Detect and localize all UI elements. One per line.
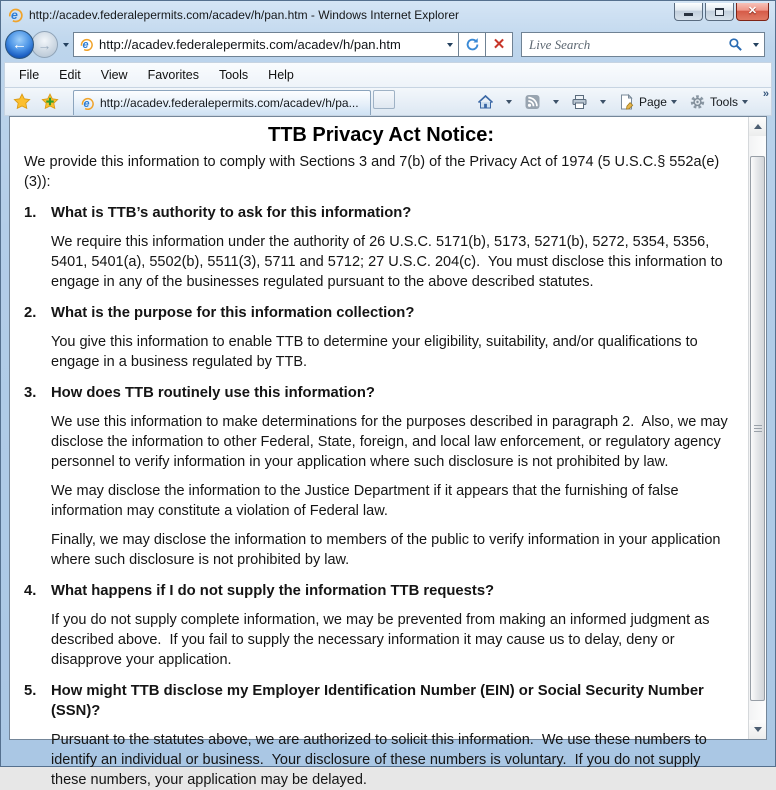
back-button[interactable] (5, 30, 34, 59)
page-title: TTB Privacy Act Notice: (268, 124, 494, 146)
tab-command-bar (4, 87, 772, 116)
feeds-button[interactable] (519, 91, 546, 113)
section-heading-text: What is TTB’s authority to ask for this information? (51, 205, 412, 221)
chevron-down-icon (553, 100, 559, 104)
address-bar[interactable] (73, 32, 459, 57)
chevron-down-icon (447, 43, 453, 47)
ie-logo-icon (7, 7, 24, 23)
scrollbar-grip (754, 431, 762, 432)
new-tab-button[interactable] (373, 90, 395, 109)
section-paragraph: We may disclose the information to the Justice Department if it appears that the furnishing of false information may constitute a violation of Federal law. (51, 483, 683, 519)
search-box[interactable] (521, 32, 765, 57)
section-heading-text: How does TTB routinely use this information? (51, 385, 375, 401)
printer-icon (571, 94, 588, 110)
section-heading (24, 581, 738, 601)
intro-paragraph: We provide this information to comply with Sections 3 and 7(b) of the Privacy Act of 1974 (5 U.S.C.§ 552a(e) (3)): (24, 154, 724, 190)
menu-bar (4, 62, 772, 87)
tab-current-page[interactable] (73, 90, 371, 115)
menu-help[interactable]: Help (268, 68, 294, 82)
scroll-down-button[interactable] (749, 720, 766, 739)
scroll-up-button[interactable] (749, 117, 766, 136)
menu-tools[interactable]: Tools (218, 68, 249, 82)
print-button[interactable] (566, 91, 593, 113)
section-paragraph: Pursuant to the statutes above, we are authorized to solicit this information. We use these numbers to identify an individual or business. Your disclosure of these numbers is voluntary. If you do not supply these numbers, your application may be delayed. (51, 732, 711, 788)
section-heading (24, 203, 738, 223)
toolbar-overflow-chevron[interactable]: » (762, 88, 769, 100)
forward-button[interactable] (31, 31, 58, 58)
refresh-icon (465, 37, 480, 52)
address-input[interactable] (99, 37, 441, 52)
section-heading (24, 383, 738, 403)
browser-viewport (9, 116, 767, 788)
section-paragraph: Finally, we may disclose the information to members of the public to verify information in your application where such disclosure is not prohibited by law. (51, 532, 725, 568)
refresh-button[interactable] (459, 32, 486, 57)
minimize-icon (684, 13, 693, 16)
page-content (10, 117, 748, 788)
section-heading-text: How might TTB disclose my Employer Identification Number (EIN) or Social Security Number (SSN)? (51, 683, 704, 719)
chevron-down-icon (671, 100, 677, 104)
maximize-icon (715, 8, 724, 16)
print-dropdown[interactable] (595, 97, 611, 107)
page-favicon (79, 37, 94, 52)
menu-file[interactable]: File (19, 68, 40, 82)
tools-menu-button[interactable] (684, 91, 753, 113)
arrow-up-icon (754, 124, 762, 129)
section-paragraph: If you do not supply complete information, we may be prevented from making an informed judgment as described above. If you fail to supply the necessary information it may cause us to delay, deny or disapprove your application. (51, 612, 714, 668)
section-number: 4. (24, 583, 37, 599)
section-heading-text: What is the purpose for this information collection? (51, 305, 415, 321)
title-bar (1, 1, 775, 29)
search-button[interactable] (722, 33, 748, 56)
svg-text:e: e (83, 97, 90, 110)
section-number: 5. (24, 683, 37, 699)
page-icon (618, 94, 635, 110)
feeds-dropdown[interactable] (548, 97, 564, 107)
section-paragraph: We use this information to make determinations for the purposes described in paragraph 2. Also, we may disclose the information to other Federal, State, foreign, and local law enforcement, or regulatory agency personnel to verify information in your application where such disclosure is not prohibited by law. (51, 414, 732, 470)
minimize-button[interactable] (674, 3, 703, 21)
forward-arrow-icon: → (37, 36, 52, 53)
section-number: 2. (24, 305, 37, 321)
scrollbar-grip (754, 425, 762, 426)
window-title: http://acadev.federalepermits.com/acadev/h/pan.htm - Windows Internet Explorer (29, 8, 459, 22)
navigation-bar (1, 29, 775, 62)
stop-icon: ✕ (492, 36, 506, 53)
menu-edit[interactable]: Edit (59, 68, 81, 82)
home-icon (477, 94, 494, 110)
back-arrow-icon: ← (12, 36, 27, 53)
close-button[interactable] (736, 3, 769, 21)
menu-favorites[interactable]: Favorites (147, 68, 199, 82)
scrollbar-grip (754, 428, 762, 429)
scrollbar-thumb[interactable] (750, 156, 765, 701)
tab-title: http://acadev.federalepermits.com/acadev/h/pa... (100, 96, 359, 110)
section-paragraph: We require this information under the authority of 26 U.S.C. 5171(b), 5173, 5271(b), 5272, 5354, 5356, 5401, 5401(a), 5502(b), 5511(3), 5711 and 5712; 27 U.S.C. 204(c). You must disclose this information to engage in any of the businesses regulated pursuant to the above described statutes. (51, 234, 727, 290)
svg-text:e: e (82, 39, 89, 52)
stop-button[interactable] (486, 32, 513, 57)
menu-view[interactable]: View (100, 68, 128, 82)
arrow-down-icon (754, 727, 762, 732)
window-bottom-frame (1, 740, 775, 766)
section-number: 1. (24, 205, 37, 221)
tab-favicon (80, 96, 95, 111)
favorites-center-button[interactable] (13, 93, 31, 110)
maximize-button[interactable] (705, 3, 734, 21)
recent-pages-dropdown[interactable] (63, 43, 69, 47)
tools-label: Tools (709, 94, 738, 109)
chevron-down-icon (600, 100, 606, 104)
scrollbar-track[interactable] (749, 136, 766, 720)
add-to-favorites-button[interactable] (41, 93, 59, 110)
section-number: 3. (24, 385, 37, 401)
section-heading (24, 681, 738, 721)
chevron-down-icon (742, 100, 748, 104)
search-input[interactable] (522, 37, 722, 53)
close-icon: ✕ (747, 5, 758, 17)
section-paragraph: You give this information to enable TTB to determine your eligibility, suitability, and/or qualifications to engage in a business regulated by TTB. (51, 334, 702, 370)
home-button[interactable] (472, 91, 499, 113)
address-history-dropdown[interactable] (441, 33, 458, 56)
svg-text:e: e (10, 8, 18, 23)
page-menu-button[interactable] (613, 91, 682, 113)
home-dropdown[interactable] (501, 97, 517, 107)
section-heading-text: What happens if I do not supply the information TTB requests? (51, 583, 495, 599)
chevron-down-icon (506, 100, 512, 104)
vertical-scrollbar[interactable] (748, 117, 766, 739)
search-icon (728, 37, 743, 52)
search-options-dropdown[interactable] (748, 33, 764, 56)
section-heading (24, 303, 738, 323)
chevron-down-icon (753, 43, 759, 47)
rss-feeds-icon (524, 94, 541, 110)
gear-icon (689, 94, 706, 110)
page-label: Page (638, 94, 667, 109)
